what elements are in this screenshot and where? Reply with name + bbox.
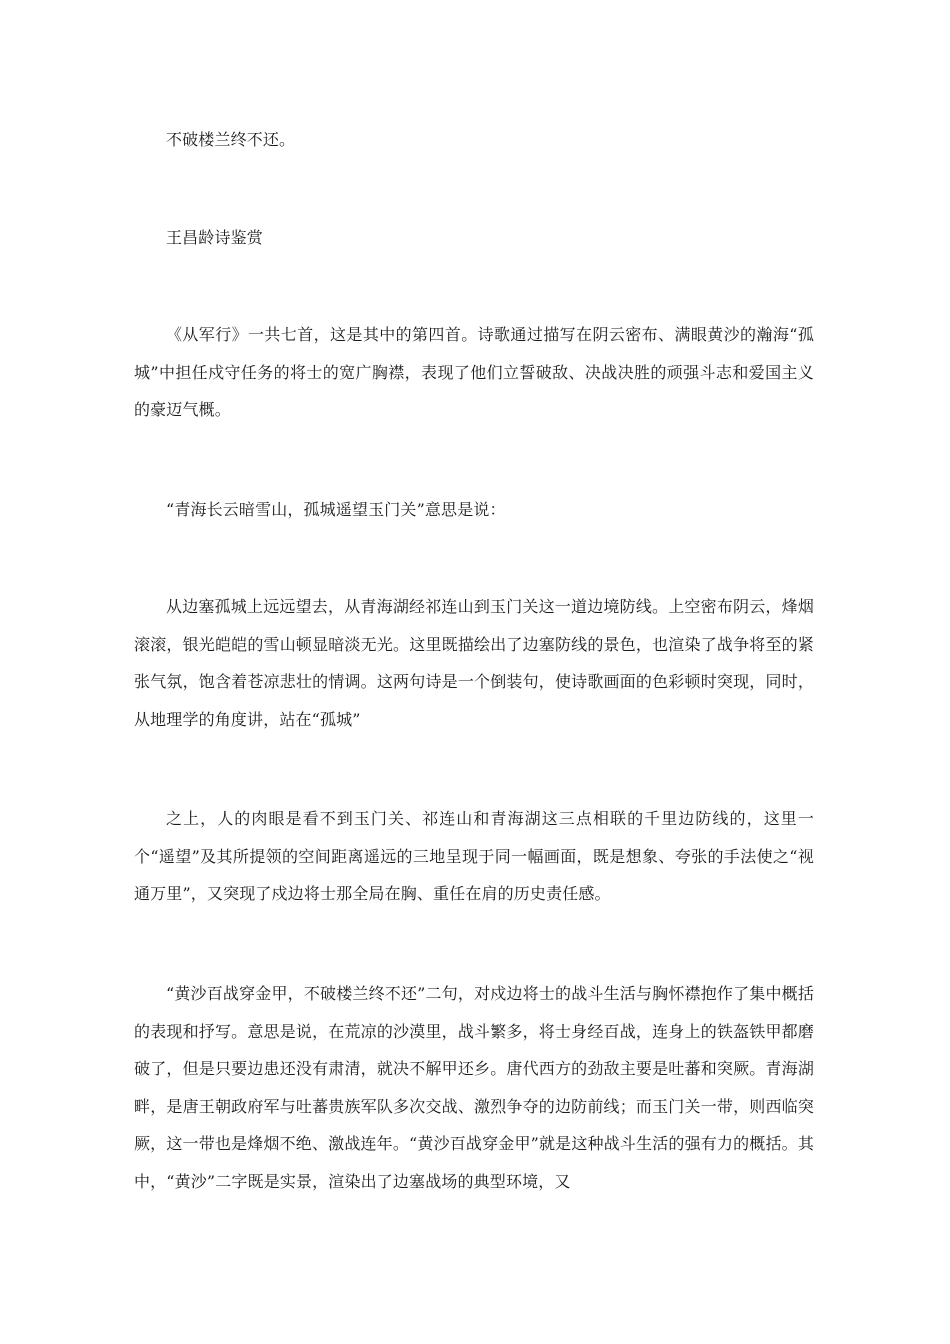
interpretation-paragraph: 从边塞孤城上远远望去，从青海湖经祁连山到玉门关这一道边境防线。上空密布阴云，烽烟滚滚，银光皑皑的雪山顿显暗淡无光。这里既描绘出了边塞防线的景色，也渲染了战争将至的紧张气氛，饱含着苍凉悲壮的情调。这两句诗是一个倒装句，使诗歌画面的色彩顿时突现，同时，从地理学的角度讲，站在“孤城” <box>134 597 814 729</box>
verse-quote-paragraph: “青海长云暗雪山，孤城遥望玉门关”意思是说： <box>166 500 506 519</box>
section-heading: 王昌龄诗鉴赏 <box>166 228 263 247</box>
analysis-paragraph: “黄沙百战穿金甲，不破楼兰终不还”二句，对戍边将士的战斗生活与胸怀襟抱作了集中概括的表现和抒写。意思是说，在荒凉的沙漠里，战斗繁多，将士身经百战，连身上的铁盔铁甲都磨破了，但是只要边患还没有肃清，就决不解甲还乡。唐代西方的劲敌主要是吐蕃和突厥。青海湖畔，是唐王朝政府军与吐蕃贵族军队多次交战、激烈争夺的边防前线；而玉门关一带，则西临突厥，这一带也是烽烟不绝、激战连年。“黄沙百战穿金甲”就是这种战斗生活的强有力的概括。其中，“黄沙”二字既是实景，渲染出了边塞战场的典型环境，又 <box>134 984 814 1191</box>
geography-paragraph: 之上，人的肉眼是看不到玉门关、祁连山和青海湖这三点相联的千里边防线的，这里一个“遥望”及其所提领的空间距离遥远的三地呈现于同一幅画面，既是想象、夸张的手法使之“视通万里”，又突现了戍边将士那全局在胸、重任在肩的历史责任感。 <box>134 809 814 903</box>
poem-closing-line: 不破楼兰终不还。 <box>166 130 296 149</box>
intro-paragraph: 《从军行》一共七首，这是其中的第四首。诗歌通过描写在阴云密布、满眼黄沙的瀚海“孤城”中担任戍守任务的将士的宽广胸襟，表现了他们立誓破敌、决战决胜的顽强斗志和爱国主义的豪迈气概。 <box>134 325 814 419</box>
